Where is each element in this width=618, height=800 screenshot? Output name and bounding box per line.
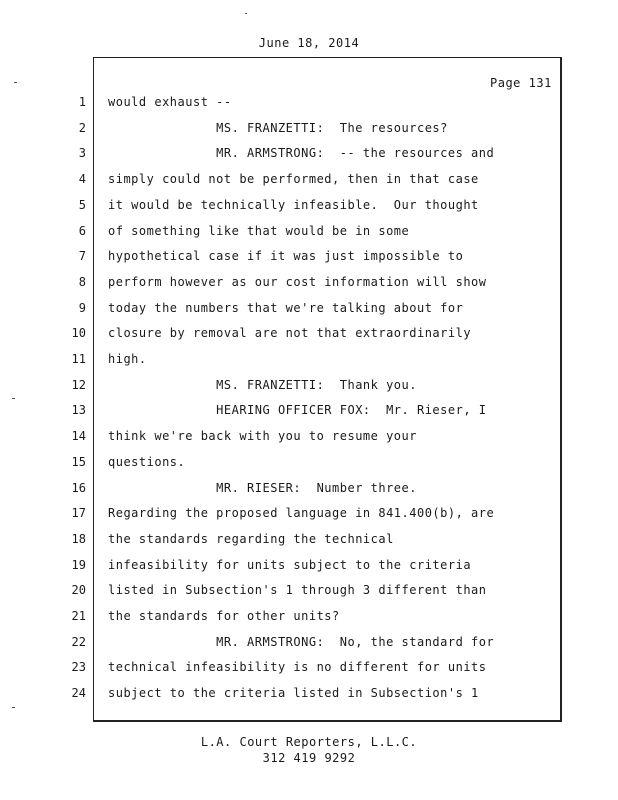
line-number: 24 <box>71 686 86 701</box>
transcript-line <box>0 272 618 292</box>
line-text: HEARING OFFICER FOX: Mr. Rieser, I <box>108 403 487 418</box>
line-number: 18 <box>71 531 86 546</box>
transcript-line <box>0 529 618 549</box>
line-text: Regarding the proposed language in 841.400(b), are <box>108 506 495 521</box>
transcript-line <box>0 221 618 241</box>
transcript-line <box>0 195 618 215</box>
line-number: 21 <box>71 609 86 623</box>
line-text: closure by removal are not that extraordinarily <box>108 326 472 341</box>
line-number: 2 <box>78 120 86 135</box>
line-number: 4 <box>78 172 86 187</box>
line-number: 12 <box>71 377 86 392</box>
line-text: MR. ARMSTRONG: No, the standard for <box>108 634 495 649</box>
line-number: 22 <box>71 634 86 649</box>
line-number: 3 <box>78 146 86 161</box>
transcript-line <box>0 118 618 138</box>
line-text: questions. <box>108 454 186 469</box>
scan-speck <box>14 82 17 83</box>
line-text: technical infeasibility is no different for units <box>108 660 487 675</box>
transcript-line <box>0 632 618 652</box>
line-text: listed in Subsection's 1 through 3 different than <box>108 583 487 598</box>
transcript-line <box>0 169 618 189</box>
scan-speck <box>12 707 15 708</box>
line-text: MS. FRANZETTI: The resources? <box>108 120 448 135</box>
line-number: 11 <box>71 352 86 366</box>
transcript-date-header: June 18, 2014 <box>258 36 360 50</box>
line-text: would exhaust -- <box>108 95 232 109</box>
transcript-line <box>0 246 618 266</box>
scan-speck <box>12 398 15 399</box>
transcript-line <box>0 298 618 318</box>
line-number: 15 <box>71 454 86 469</box>
transcript-line <box>0 657 618 677</box>
line-text: today the numbers that we're talking about for <box>108 300 464 315</box>
transcript-line <box>0 503 618 523</box>
transcript-line <box>0 478 618 498</box>
line-number: 9 <box>78 300 86 315</box>
line-number: 13 <box>71 403 86 418</box>
transcript-line <box>0 349 618 369</box>
line-number: 14 <box>71 429 86 444</box>
transcript-line <box>0 683 618 703</box>
line-text: it would be technically infeasible. Our thought <box>108 197 479 212</box>
line-text: perform however as our cost information will show <box>108 274 487 289</box>
line-number: 19 <box>71 557 86 572</box>
line-text: MR. RIESER: Number three. <box>108 480 417 495</box>
line-text: simply could not be performed, then in that case <box>108 172 479 187</box>
transcript-line <box>0 400 618 420</box>
scan-speck <box>245 13 247 14</box>
line-number: 10 <box>71 326 86 341</box>
line-text: think we're back with you to resume your <box>108 429 417 444</box>
court-reporter-phone: 312 419 9292 <box>262 751 356 765</box>
transcript-line <box>0 323 618 343</box>
line-number: 16 <box>71 480 86 495</box>
line-text: of something like that would be in some <box>108 223 410 238</box>
line-number: 7 <box>78 249 86 264</box>
transcript-line <box>0 580 618 600</box>
transcript-line <box>0 426 618 446</box>
page-number: Page 131 <box>490 76 552 90</box>
line-text: the standards regarding the technical <box>108 531 394 546</box>
court-reporter-name: L.A. Court Reporters, L.L.C. <box>200 735 418 749</box>
transcript-line <box>0 375 618 395</box>
transcript-line <box>0 606 618 626</box>
line-number: 17 <box>71 506 86 521</box>
transcript-line <box>0 555 618 575</box>
line-text: subject to the criteria listed in Subsection's 1 <box>108 686 479 701</box>
line-number: 5 <box>78 197 86 212</box>
line-number: 23 <box>71 660 86 675</box>
line-text: infeasibility for units subject to the criteria <box>108 557 472 572</box>
line-number: 6 <box>78 223 86 238</box>
line-number: 20 <box>71 583 86 598</box>
line-text: the standards for other units? <box>108 609 340 623</box>
line-text: high. <box>108 352 147 366</box>
line-text: hypothetical case if it was just impossible to <box>108 249 464 264</box>
line-text: MS. FRANZETTI: Thank you. <box>108 377 417 392</box>
transcript-line <box>0 452 618 472</box>
line-number: 8 <box>78 274 86 289</box>
line-text: MR. ARMSTRONG: -- the resources and <box>108 146 495 161</box>
line-number: 1 <box>78 95 86 109</box>
transcript-line <box>0 143 618 163</box>
transcript-line <box>0 92 618 112</box>
